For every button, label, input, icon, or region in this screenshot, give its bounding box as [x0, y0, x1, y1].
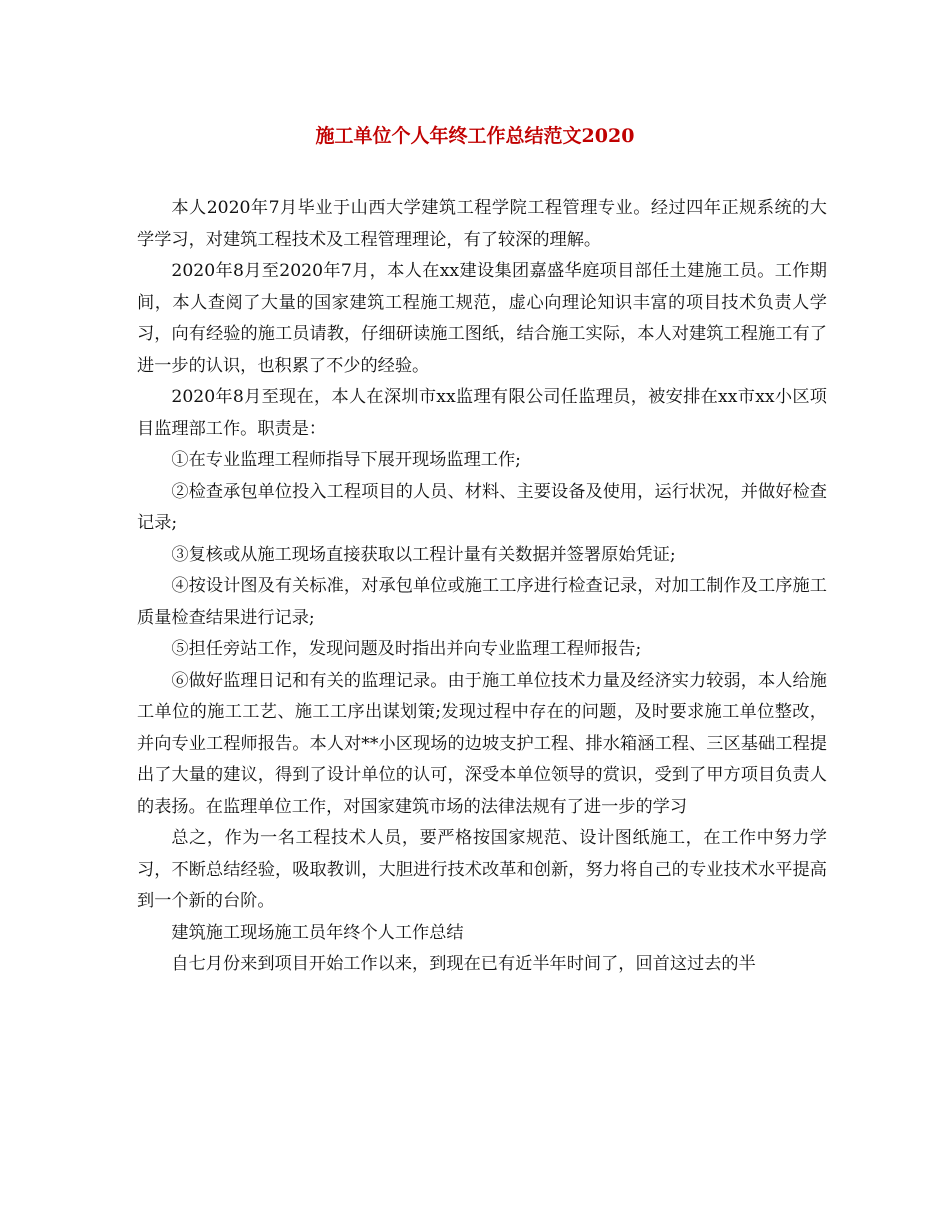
section-heading: 建筑施工现场施工员年终个人工作总结 — [171, 922, 464, 943]
duty-item-3: ③复核或从施工现场直接获取以工程计量有关数据并签署原始凭证; — [171, 544, 676, 565]
paragraph-conclusion: 总之，作为一名工程技术人员，要严格按国家规范、设计图纸施工，在工作中努力学习，不断总结经验，吸取教训，大胆进行技术改革和创新，努力将自己的专业技术水平提高到一个新的台阶。 — [137, 828, 827, 911]
paragraph-1: 本人2020年7月毕业于山西大学建筑工程学院工程管理专业。经过四年正规系统的大学学习，对建筑工程技术及工程管理理论，有了较深的理解。 — [137, 198, 827, 250]
duty-item-6: ⑥做好监理日记和有关的监理记录。由于施工单位技术力量及经济实力较弱，本人给施工单位的施工工艺、施工工序出谋划策;发现过程中存在的问题，及时要求施工单位整改，并向专业工程师报告。本人对**小区现场的边坡支护工程、排水箱涵工程、三区基础工程提出了大量的建议，得到了设计单位的认可，深受本单位领导的赏识，受到了甲方项目负责人的表扬。在监理单位工作，对国家建筑市场的法律法规有了进一步的学习 — [137, 670, 827, 817]
paragraph-2: 2020年8月至2020年7月，本人在xx建设集团嘉盛华庭项目部任土建施工员。工作期间，本人查阅了大量的国家建筑工程施工规范，虚心向理论知识丰富的项目技术负责人学习，向有经验的施工员请教，仔细研读施工图纸，结合施工实际，本人对建筑工程施工有了进一步的认识，也积累了不少的经验。 — [137, 261, 827, 376]
duty-item-5: ⑤担任旁站工作，发现问题及时指出并向专业监理工程师报告; — [171, 639, 642, 659]
duty-item-4: ④按设计图及有关标准，对承包单位或施工工序进行检查记录，对加工制作及工序施工质量检查结果进行记录; — [137, 576, 827, 628]
paragraph-last: 自七月份来到项目开始工作以来，到现在已有近半年时间了，回首这过去的半 — [171, 954, 756, 974]
document-title: 施工单位个人年终工作总结范文2020 — [315, 125, 635, 147]
duty-item-2: ②检查承包单位投入工程项目的人员、材料、主要设备及使用，运行状况，并做好检查记录; — [137, 481, 827, 533]
paragraph-3: 2020年8月至现在，本人在深圳市xx监理有限公司任监理员，被安排在xx市xx小区项目监理部工作。职责是： — [137, 387, 827, 439]
duty-item-1: ①在专业监理工程师指导下展开现场监理工作; — [171, 450, 521, 470]
document-body — [137, 193, 827, 981]
